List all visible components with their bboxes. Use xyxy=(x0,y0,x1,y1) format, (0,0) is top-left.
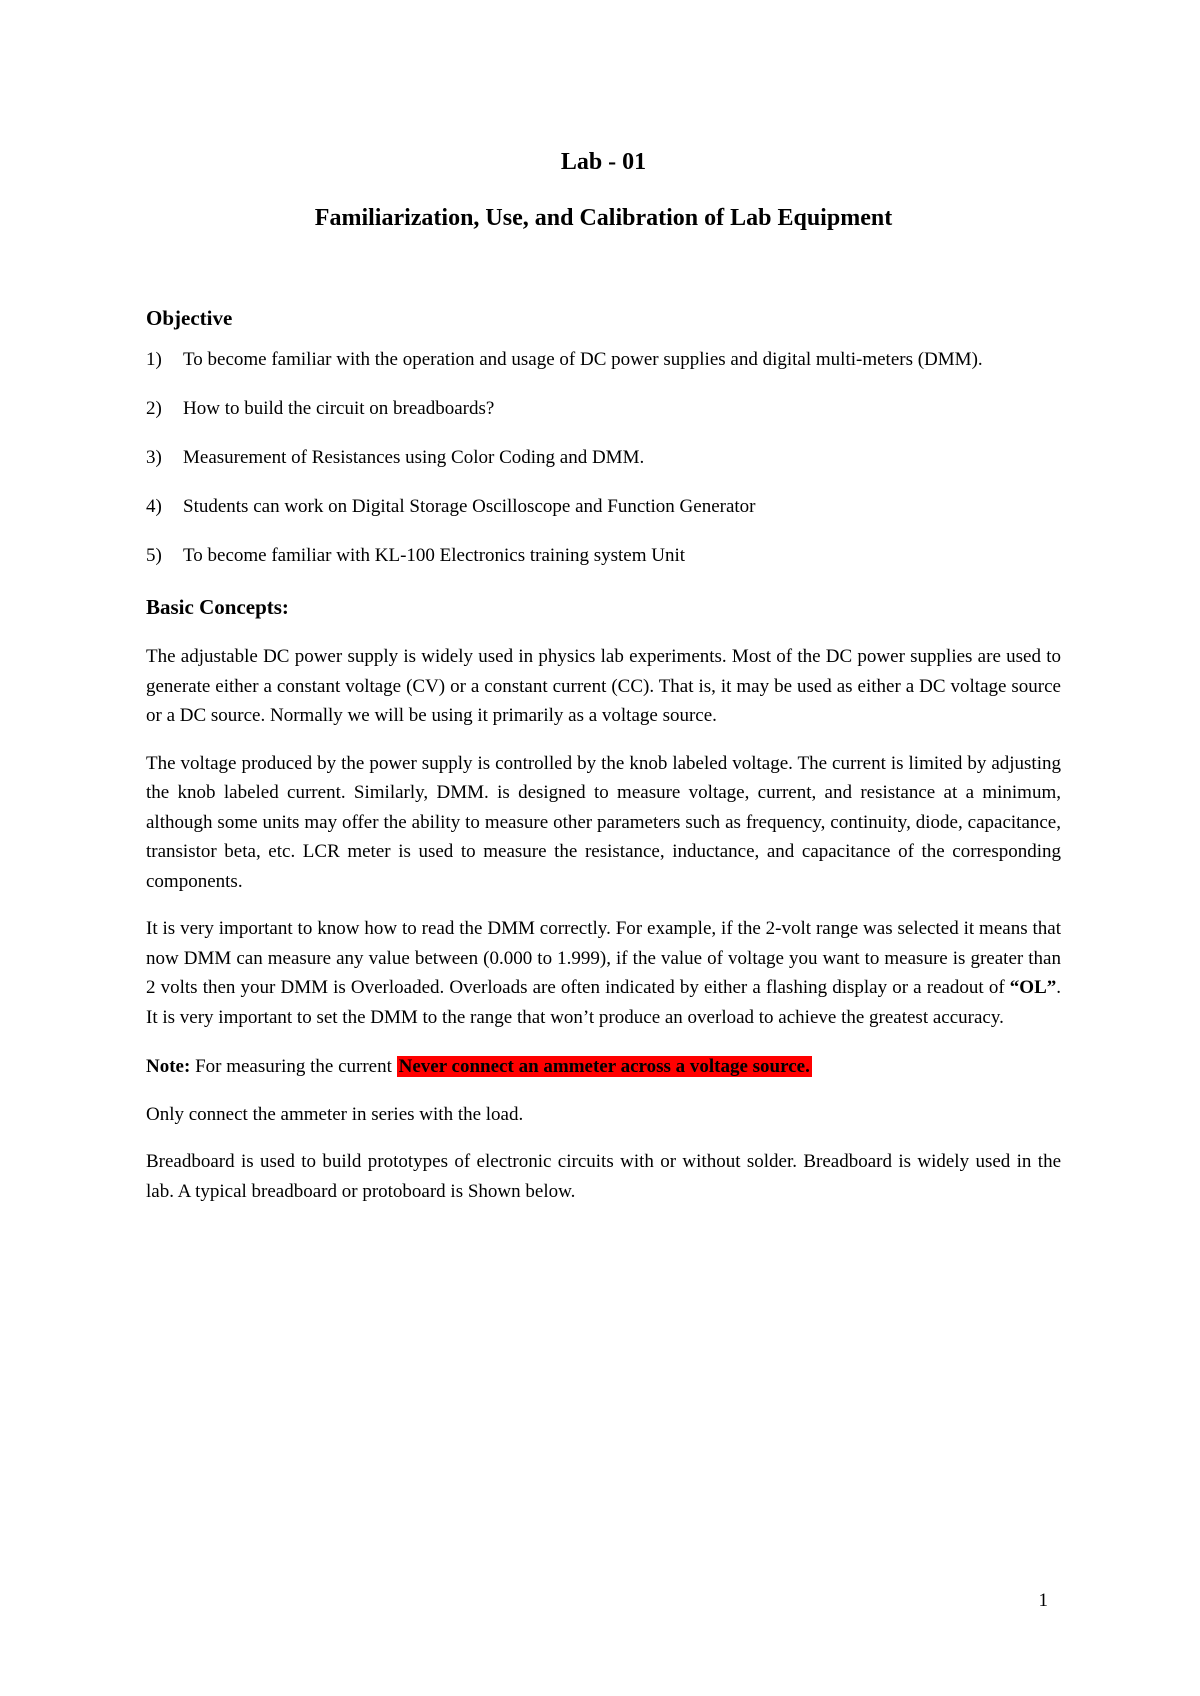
objective-item xyxy=(146,492,1061,521)
objective-heading: Objective xyxy=(146,306,233,330)
objective-item-text: Students can work on Digital Storage Oscilloscope and Function Generator xyxy=(183,496,756,517)
note-label: Note: xyxy=(146,1056,191,1077)
paragraph-dc-power-supply: The adjustable DC power supply is widely used in physics lab experiments. Most of the DC power supplies are used to generate either a constant voltage (CV) or a constant current (CC). That is, it may be used as either a DC voltage source or a DC source. Normally we will be using it primarily as a voltage source. xyxy=(146,646,1061,726)
objective-item-number: 4) xyxy=(146,496,162,517)
paragraph-dmm-reading xyxy=(146,914,1061,1032)
objective-item xyxy=(146,394,1061,423)
objective-item-text: Measurement of Resistances using Color Coding and DMM. xyxy=(183,447,645,468)
objective-item-number: 3) xyxy=(146,447,162,468)
lab-title: Familiarization, Use, and Calibration of Lab Equipment xyxy=(314,205,893,231)
objective-list xyxy=(146,345,1061,570)
page-content xyxy=(146,145,1061,1206)
objective-item-text: To become familiar with the operation and usage of DC power supplies and digital multi-meters (DMM). xyxy=(183,349,983,370)
note-text: For measuring the current xyxy=(190,1056,397,1077)
objective-item xyxy=(146,443,1061,472)
paragraph-ammeter-series: Only connect the ammeter in series with the load. xyxy=(146,1103,524,1125)
dmm-reading-text: It is very important to know how to read the DMM correctly. For example, if the 2-volt range was selected it means that now DMM can measure any value between (0.000 to 1.999), if the value of voltage you want to measure is greater than 2 volts then your DMM is Overloaded. Overloads are often indicated by either a flashing display or a readout of xyxy=(146,918,1061,998)
paragraph-breadboard: Breadboard is used to build prototypes of electronic circuits with or without solder. Breadboard is widely used in the lab. A typical breadboard or protoboard is Shown below. xyxy=(146,1151,1061,1202)
objective-item xyxy=(146,541,1061,570)
ammeter-warning-highlight: Never connect an ammeter across a voltage source. xyxy=(398,1056,810,1077)
objective-item-number: 5) xyxy=(146,545,162,566)
page-number: 1 xyxy=(1038,1590,1048,1611)
paragraph-voltage-current-knobs: The voltage produced by the power supply is controlled by the knob labeled voltage. The current is limited by adjusting the knob labeled current. Similarly, DMM. is designed to measure voltage, current, and resistance at a minimum, although some units may offer the ability to measure other parameters such as frequency, continuity, diode, capacitance, transistor beta, etc. LCR meter is used to measure the resistance, inductance, and capacitance of the corresponding components. xyxy=(146,752,1061,892)
dmm-reading-text-end: . It is very important to set the DMM to the range that won’t produce an overload to achieve the greatest accuracy. xyxy=(146,977,1061,1028)
basic-concepts-heading: Basic Concepts: xyxy=(146,595,289,619)
note-paragraph xyxy=(146,1052,1061,1082)
lab-number: Lab - 01 xyxy=(560,149,647,175)
objective-item-number: 2) xyxy=(146,398,162,419)
overload-readout: “OL” xyxy=(1009,977,1057,998)
objective-item-number: 1) xyxy=(146,349,162,370)
objective-item-text: To become familiar with KL-100 Electronics training system Unit xyxy=(183,545,686,566)
objective-item-text: How to build the circuit on breadboards? xyxy=(183,398,495,419)
objective-item xyxy=(146,345,1061,374)
